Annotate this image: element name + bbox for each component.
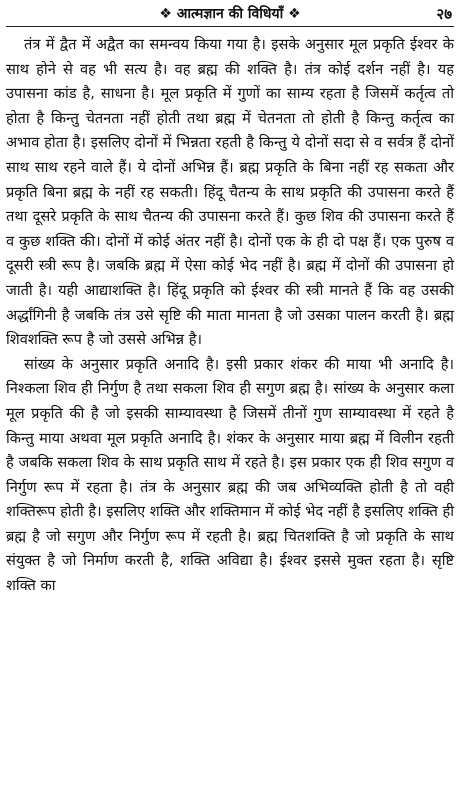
paragraph-2: सांख्य के अनुसार प्रकृति अनादि है। इसी प्रकार शंकर की माया भी अनादि है। निश्कला शिव ही निर्गुण है तथा सकला शिव ही सगुण ब्रह्म है। सांख्य के अनुसार कला मूल प्रकृति की है जो इसकी साम्यावस्था है जिसमें तीनों गुण साम्यावस्था में रहते है किन्तु माया अथवा मूल प्रकृति अनादि है। शंकर के अनुसार माया ब्रह्म में विलीन रहती है जबकि सकला शिव के साथ प्रकृति साथ में रहते है। इस प्रकार एक ही शिव सगुण व निर्गुण रूप में रहता है। तंत्र के अनुसार ब्रह्म की जब अभिव्यक्ति होती है तो वही शक्तिरूप होती है। इसलिए शक्ति और शक्तिमान में कोई भेद नहीं है इसलिए शक्ति ही ब्रह्म है जो सगुण और निर्गुण रूप में रहती है। ब्रह्म चितशक्ति है जो प्रकृति के साथ संयुक्त है जो निर्माण करती है, शक्ति अविद्या है। ईश्वर इससे मुक्त रहता है। सृष्टि शक्ति का — [6, 355, 454, 595]
page-number: २७ — [436, 5, 452, 23]
chapter-title: ❖ आत्मज्ञान की विधियाँ ❖ — [159, 6, 301, 22]
paragraph-1: तंत्र में द्वैत में अद्वैत का समन्वय किया गया है। इसके अनुसार मूल प्रकृति ईश्वर के साथ होने से वह भी सत्य है। वह ब्रह्म की शक्ति है। तंत्र कोई दर्शन नहीं है। यह उपासना कांड है, साधना है। मूल प्रकृति में गुणों का साम्य रहता है जिसमें कर्तृत्व तो होता है किन्तु चेतनता नहीं होती तथा ब्रह्म में चेतनता तो होती है किन्तु कर्तृत्व का अभाव होता है। इसलिए दोनों में भिन्नता रहती है किन्तु ये दोनों सदा से व सर्वत्र हैं दोनों साथ साथ रहने वाले हैं। ये दोनों अभिन्न हैं। ब्रह्म प्रकृति के बिना नहीं रह सकता और प्रकृति बिना ब्रह्म के नहीं रह सकती। हिंदू चैतन्य के साथ प्रकृति की उपासना करते हैं तथा दूसरे प्रकृति के साथ चैतन्य की उपासना करते हैं। कुछ शिव की उपासना करते हैं व कुछ शक्ति की। दोनों में कोई अंतर नहीं है। दोनों एक के ही दो पक्ष हैं। एक पुरुष व दूसरी स्त्री रूप है। जबकि ब्रह्म में ऐसा कोई भेद नहीं है। ब्रह्म में दोनों की उपासना हो जाती है। यही आद्याशक्ति है। हिंदू प्रकृति को ईश्वर की स्त्री मानते हैं कि वह उसकी अर्द्धांगिनी है जबकि तंत्र उसे सृष्टि की माता मानता है जो उसका पालन करती है। ब्रह्म शिवशक्ति रूप है जो उससे अभिन्न है। — [6, 36, 454, 349]
running-header — [6, 4, 454, 27]
